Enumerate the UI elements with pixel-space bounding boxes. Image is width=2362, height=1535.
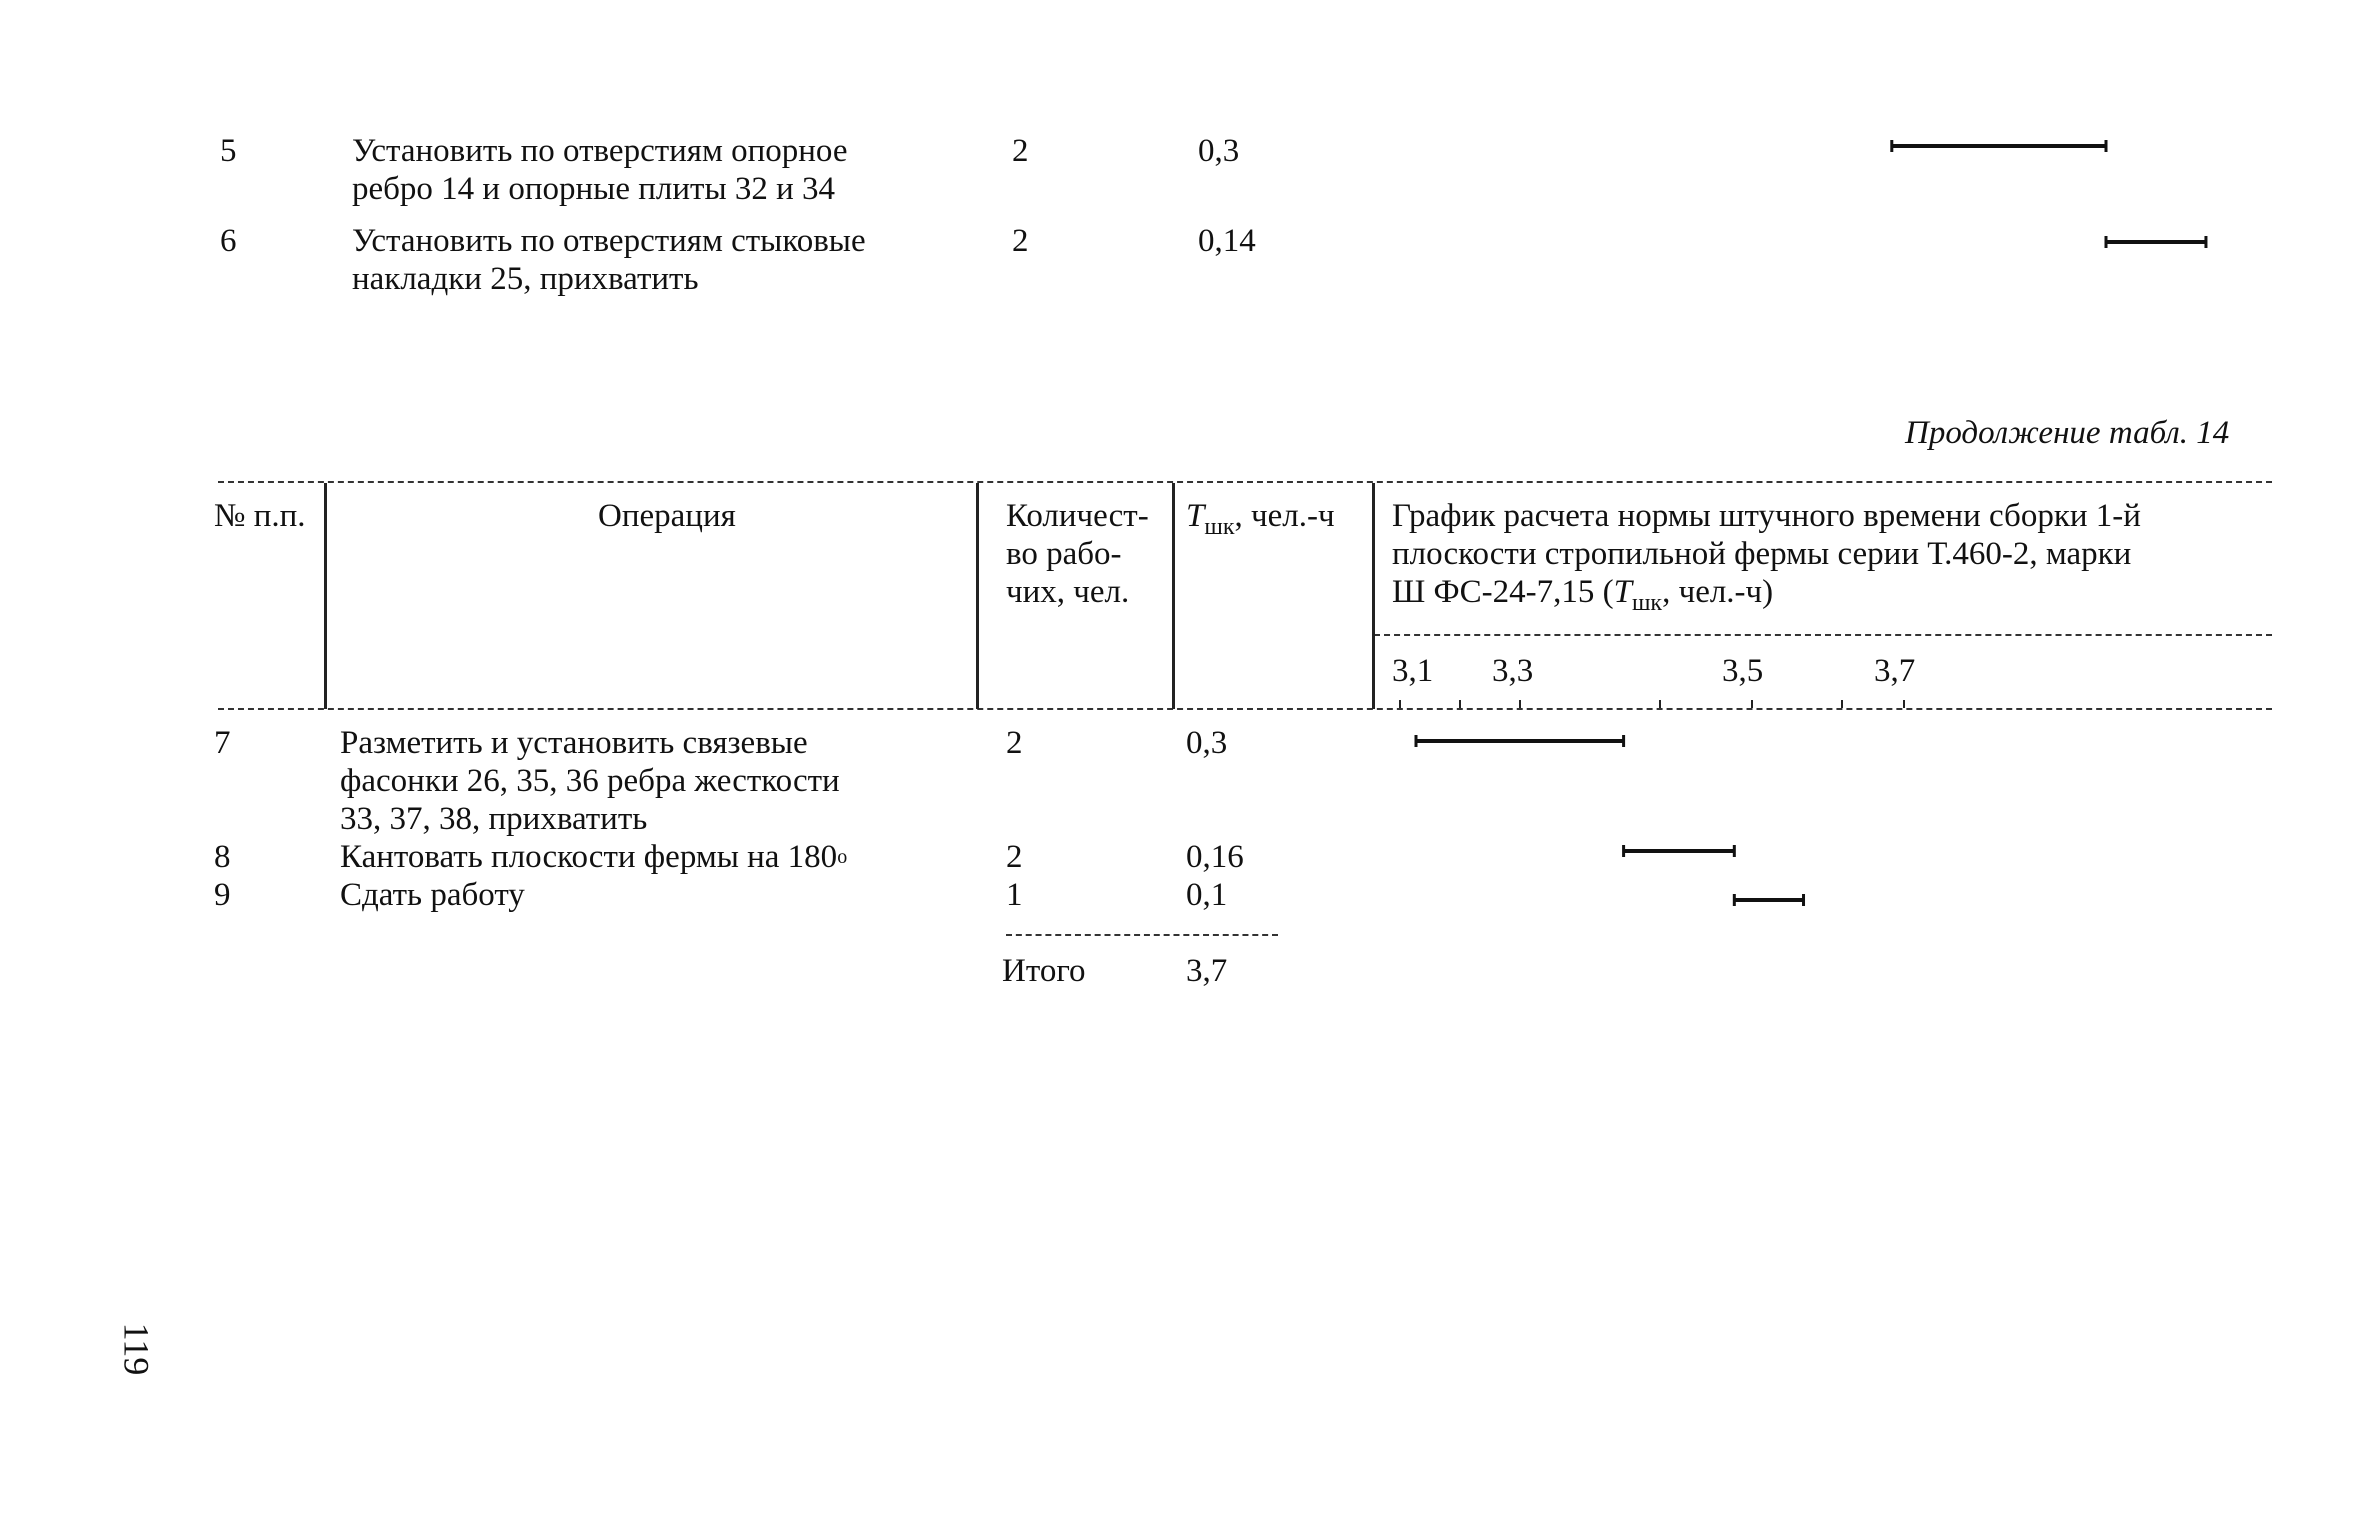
axis-tick-label: 3,3 [1492, 653, 1534, 689]
row-5-number: 5 [220, 133, 237, 169]
row-7-time: 0,3 [1186, 725, 1228, 761]
row-8-operation-text: Кантовать плоскости фермы на 180 [340, 839, 838, 875]
chart-title-line-2: плоскости стропильной фермы серии Т.460-2, марки [1392, 536, 2132, 572]
page-number: 119 [116, 1322, 157, 1376]
degree-sign: о [837, 846, 848, 868]
row-8-operation [340, 838, 847, 880]
row-6-time: 0,14 [1198, 223, 1256, 259]
total-rule [1006, 934, 1278, 936]
row-6-operation: Установить по отверстиям стыковые накладки 25, прихватить [352, 223, 866, 297]
row-9-time: 0,1 [1186, 877, 1228, 913]
chart-header-rule [1374, 634, 2272, 636]
row-5-workers: 2 [1012, 133, 1029, 169]
header-divider-1 [324, 483, 327, 709]
row-8-number: 8 [214, 839, 231, 875]
row-8-time: 0,16 [1186, 839, 1244, 875]
row-6-workers: 2 [1012, 223, 1029, 259]
total-label: Итого [1002, 953, 1086, 989]
row-7-number: 7 [214, 725, 231, 761]
row-9-operation: Сдать работу [340, 877, 525, 913]
header-divider-2 [976, 483, 979, 709]
axis-tick-label: 3,7 [1874, 653, 1916, 689]
row-5-time: 0,3 [1198, 133, 1240, 169]
row-9-workers: 1 [1006, 877, 1023, 913]
header-time-subscript: шк [1204, 514, 1235, 540]
axis-tick-label: 3,1 [1392, 653, 1434, 689]
row-6-number: 6 [220, 223, 237, 259]
row-5-operation: Установить по отверстиям опорное ребро 14 и опорные плиты 32 и 34 [352, 133, 848, 207]
chart-title-line-3 [1392, 573, 1773, 614]
chart-title-line-1: График расчета нормы штучного времени сборки 1-й [1392, 498, 2141, 534]
row-7-operation: Разметить и установить связевые фасонки 26, 35, 36 ребра жесткости 33, 37, 38, прихватить [340, 725, 840, 837]
chart-title-line-3a: Ш ФС-24-7,15 ( [1392, 574, 1614, 610]
header-time-symbol: T [1186, 498, 1205, 534]
header-workers: Количест- во рабо- чих, чел. [1006, 498, 1149, 610]
table-caption: Продолжение табл. 14 [1905, 415, 2230, 451]
header-time-unit: , чел.-ч [1234, 498, 1335, 534]
header-operation: Операция [598, 498, 736, 534]
gantt-bar-task-6 [2106, 236, 2206, 248]
row-8-workers: 2 [1006, 839, 1023, 875]
gantt-bar-task-9 [1734, 894, 1803, 906]
gantt-bars [0, 0, 1, 1]
row-9-number: 9 [214, 877, 231, 913]
row-7-workers: 2 [1006, 725, 1023, 761]
header-time [1186, 497, 1335, 538]
gantt-bar-task-8 [1624, 845, 1735, 857]
chart-title-symbol: T [1613, 574, 1632, 610]
header-top-rule [218, 481, 2272, 483]
chart-title-subscript: шк [1631, 590, 1663, 616]
axis-tick-label: 3,5 [1722, 653, 1764, 689]
header-number: № п.п. [214, 498, 306, 534]
chart-title-line-3b: , чел.-ч) [1662, 574, 1774, 610]
gantt-bar-task-5 [1892, 140, 2106, 152]
header-divider-3 [1172, 483, 1175, 709]
gantt-bar-task-7 [1416, 735, 1624, 747]
header-divider-4 [1372, 483, 1375, 709]
header-bottom-rule [218, 708, 2272, 710]
total-value: 3,7 [1186, 953, 1228, 989]
